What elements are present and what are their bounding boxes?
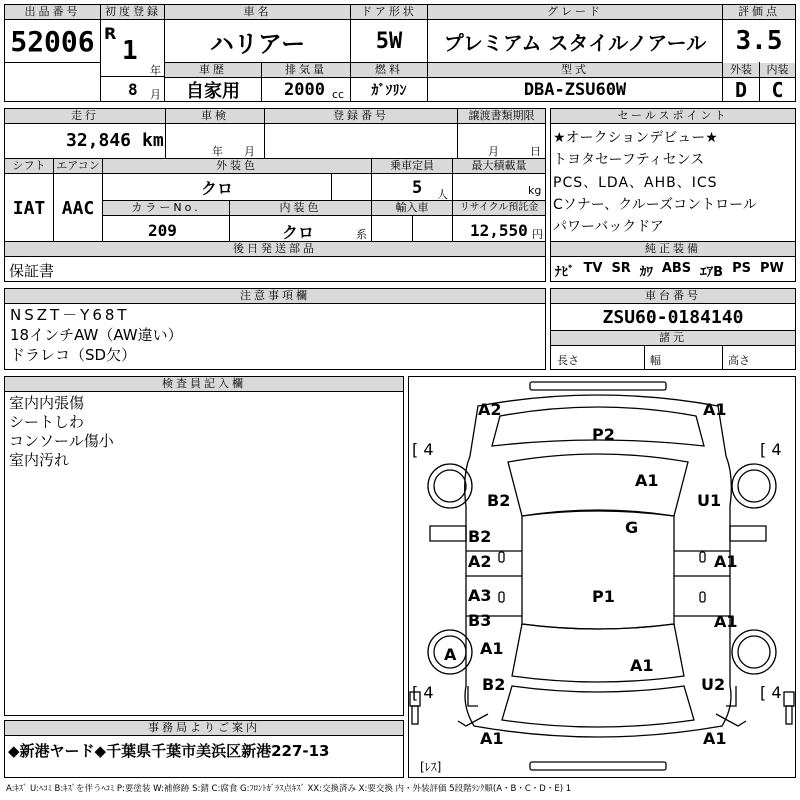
mark-left-front-door-1: B2: [468, 527, 492, 546]
recycle-unit: 円: [532, 228, 543, 241]
width-label: 幅: [650, 354, 661, 367]
inspector-line-1: 室内内張傷: [9, 394, 85, 412]
ext-label: 外装: [723, 63, 759, 78]
lot-label: 出品番号: [5, 5, 100, 20]
reg-year: 1: [122, 36, 138, 66]
mark-front-left: A2: [478, 400, 502, 419]
mark-roof: P1: [592, 587, 615, 606]
dl-month-unit: 月: [488, 145, 499, 158]
inspector-line-2: シートしわ: [9, 413, 85, 431]
mark-front-right: A1: [703, 400, 727, 419]
colorno-label: カラーNo.: [103, 201, 229, 216]
tire-rear-right: [ 4: [760, 683, 782, 702]
month-unit: 月: [150, 88, 161, 101]
equipment-label: 純正装備: [551, 242, 795, 257]
equip-sr: SR: [611, 261, 631, 276]
equipment-list: [555, 261, 795, 280]
recycle: 12,550: [470, 221, 528, 240]
mark-right-front-door: A1: [714, 552, 738, 571]
fuel: ｶﾞｿﾘﾝ: [371, 83, 407, 99]
year-unit: 年: [150, 64, 161, 77]
history-label: 車歴: [165, 63, 261, 78]
sales-label: セールスポイント: [551, 109, 795, 124]
equip-pw: PW: [759, 261, 784, 276]
model-label: 型式: [428, 63, 722, 78]
import-label: 輸入車: [372, 201, 452, 216]
capacity: 5: [412, 178, 423, 198]
score-label: 評価点: [723, 5, 795, 20]
shift: IAT: [12, 197, 46, 219]
ins-year-unit: 年: [212, 145, 223, 158]
equip-abs: ABS: [661, 261, 692, 276]
legend: A:ｷｽﾞ U:ﾍｺﾐ B:ｷｽﾞを伴うﾍｺﾐ P:要塗装 W:補修跡 S:錆 C:腐食 G:ﾌﾛﾝﾄｶﾞﾗｽ点ｷｽﾞ XX:交換済み X:要交換 内・外装評価 5段階ﾗﾝｸ順(A・B・C・D・E) 1: [6, 784, 572, 794]
fuel-label: 燃料: [351, 63, 427, 78]
mark-right-fender: U1: [697, 491, 722, 510]
history: 自家用: [186, 81, 240, 102]
int-score: C: [771, 78, 784, 102]
mileage-unit: km: [142, 130, 164, 151]
later-label: 後日発送部品: [5, 242, 545, 257]
mileage-label: 走行: [5, 109, 165, 124]
inspection-label: 車検: [166, 109, 264, 124]
length-label: 長さ: [557, 354, 579, 367]
color: クロ: [200, 178, 233, 198]
int-label: 内装: [760, 63, 795, 78]
notes-label: 注意事項欄: [5, 289, 545, 304]
first-reg-label: 初度登録: [101, 5, 165, 20]
intcolor-label: 内装色: [230, 201, 371, 216]
mark-hood: P2: [592, 425, 615, 444]
mark-glass: G: [625, 518, 639, 537]
inspector-label: 検査員記入欄: [5, 377, 403, 392]
notes-line-1: NSZT－Y68T: [10, 306, 130, 324]
door-label: ドア形状: [351, 5, 427, 20]
mark-rear-right: A1: [703, 729, 727, 748]
chassis-label: 車台番号: [551, 289, 795, 304]
mark-left-quarter: B2: [482, 675, 506, 694]
mark-left-rear-wheel: A: [444, 645, 457, 664]
capacity-unit: 人: [437, 188, 448, 201]
capacity-label: 乗車定員: [372, 159, 452, 174]
load-unit: kg: [528, 184, 542, 197]
tire-front-right: [ 4: [760, 440, 782, 459]
car-name: ハリアー: [209, 29, 306, 58]
dims-label: 諸元: [551, 330, 795, 346]
tire-rear-left: [ 4: [412, 683, 434, 702]
regno-label: 登録番号: [265, 109, 457, 124]
equip-airbag: ｴｱB: [700, 265, 724, 280]
intcolor-unit: 系: [356, 228, 367, 241]
displacement-unit: cc: [332, 88, 345, 101]
deadline-label: 譲渡書類期限: [458, 109, 545, 124]
mark-rear-left: A1: [480, 729, 504, 748]
sales-line-5: パワーバックドア: [553, 219, 664, 235]
notes-line-2: 18インチAW（AW違い）: [10, 326, 183, 344]
sales-line-1: ★オークションデビュー★: [553, 130, 718, 146]
name-label: 車名: [165, 5, 350, 20]
load-label: 最大積載量: [453, 159, 545, 174]
equip-ps: PS: [732, 261, 751, 276]
mark-left-rear-fender: A1: [480, 639, 504, 658]
score: 3.5: [735, 26, 783, 56]
mark-right-rear-door: A1: [714, 612, 738, 631]
ins-month-unit: 月: [244, 145, 255, 158]
height-label: 高さ: [728, 354, 750, 367]
intcolor: クロ: [282, 223, 315, 242]
inspector-line-3: コンソール傷小: [9, 432, 114, 450]
color-label: 外装色: [103, 159, 371, 174]
sales-line-2: トヨタセーフティセンス: [553, 152, 705, 168]
mark-rear-window: A1: [630, 656, 654, 675]
tire-front-left: [ 4: [412, 440, 434, 459]
equip-tv: TV: [583, 261, 603, 276]
sales-line-3: PCS、LDA、AHB、ICS: [553, 175, 718, 191]
mark-left-fender: B2: [487, 491, 511, 510]
ext-score: D: [734, 78, 748, 102]
shift-label: シフト: [5, 159, 53, 174]
displacement-label: 排気量: [262, 63, 350, 78]
spare-tire: [ﾚｽ]: [420, 760, 442, 774]
mileage: 32,846: [66, 130, 132, 151]
mark-left-front-door-2: A2: [468, 552, 492, 571]
equip-leather: ｶﾜ: [639, 265, 653, 280]
equip-navi: ﾅﾋﾞ: [555, 265, 575, 280]
later-value: 保証書: [9, 262, 55, 280]
lot-number: 52006: [10, 24, 95, 58]
inspector-line-4: 室内汚れ: [9, 451, 70, 469]
notes-line-3: ドラレコ（SD欠）: [10, 346, 137, 364]
ac-label: エアコン: [54, 159, 102, 174]
displacement: 2000: [284, 80, 325, 100]
reg-month: 8: [128, 80, 138, 99]
grade: プレミアム スタイルノアール: [443, 30, 707, 55]
door-type: 5W: [375, 28, 403, 54]
colorno: 209: [148, 221, 177, 240]
chassis-number: ZSU60-0184140: [602, 306, 744, 328]
mark-right-quarter: U2: [701, 675, 726, 694]
recycle-label: リサイクル預託金: [453, 201, 545, 216]
era: R: [104, 24, 117, 43]
sales-line-4: Cソナー、クルーズコントロール: [553, 197, 757, 213]
grade-label: グレード: [428, 5, 722, 20]
mark-left-rear-door-2: B3: [468, 611, 492, 630]
ac: AAC: [61, 197, 95, 219]
office-label: 事務局よりご案内: [5, 721, 403, 736]
mark-windshield: A1: [635, 471, 659, 490]
dl-day-unit: 日: [530, 145, 541, 158]
mark-left-rear-door-1: A3: [468, 586, 492, 605]
office-value: ◆新港ヤード◆千葉県千葉市美浜区新港227-13: [8, 742, 330, 760]
model: DBA-ZSU60W: [523, 80, 627, 100]
